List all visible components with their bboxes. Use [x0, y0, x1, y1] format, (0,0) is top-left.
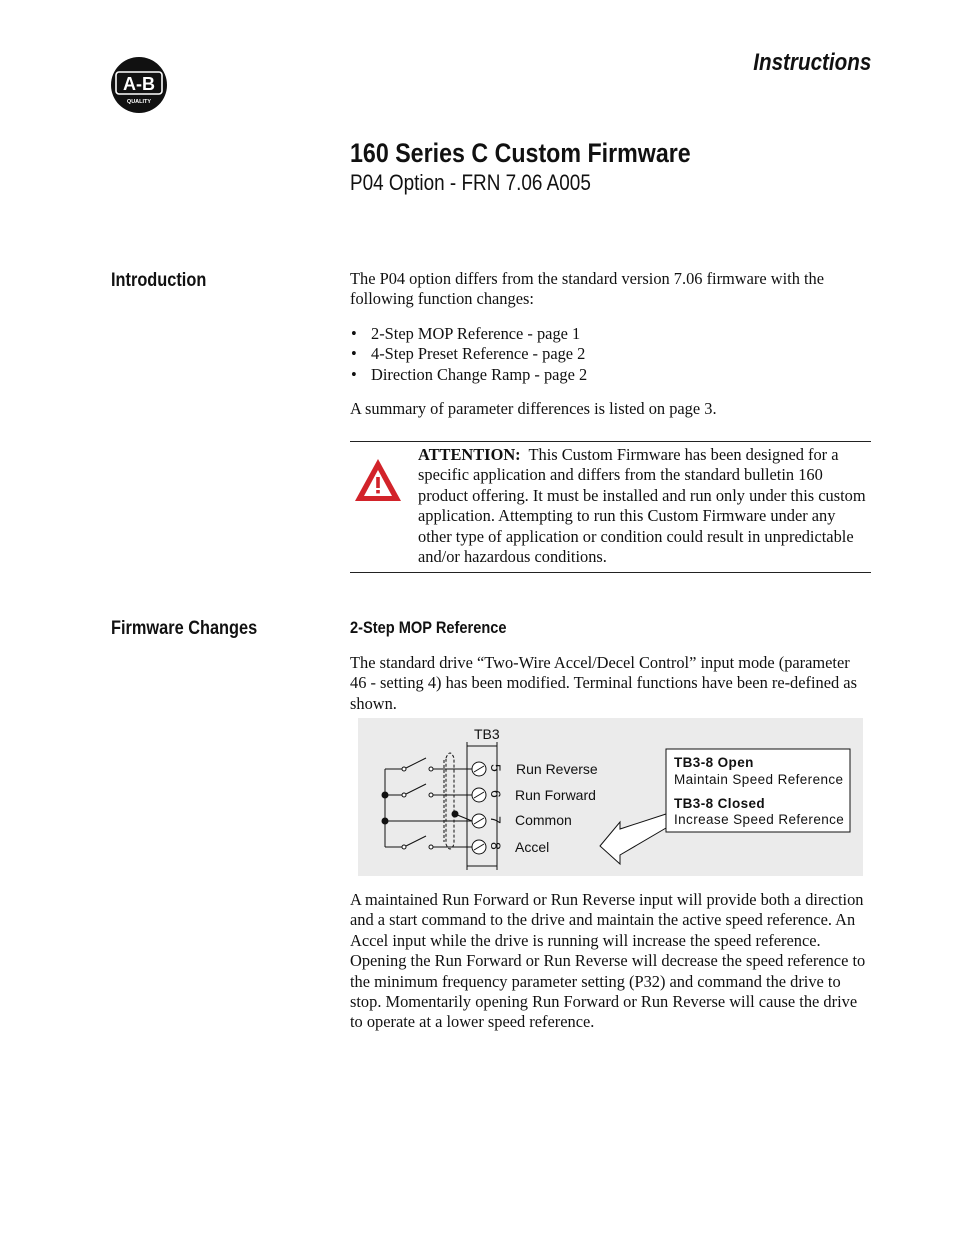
list-item: • Direction Change Ramp - page 2 [350, 365, 868, 385]
callout-open-text: Maintain Speed Reference [674, 772, 844, 787]
warning-triangle-icon [353, 457, 403, 503]
page-subtitle [350, 170, 630, 196]
list-item: • 4-Step Preset Reference - page 2 [350, 344, 868, 364]
callout-closed-title: TB3-8 Closed [674, 796, 766, 811]
wiring-diagram [358, 718, 863, 876]
subheading-mop-reference-text: 2-Step MOP Reference [350, 618, 507, 637]
allen-bradley-logo [110, 56, 168, 114]
logo-text: A-B [123, 74, 155, 94]
summary-paragraph: A summary of parameter differences is listed on page 3. [350, 399, 717, 418]
terminal-screw [472, 762, 486, 776]
section-heading-firmware-changes [111, 618, 281, 640]
section-heading-firmware-changes-text: Firmware Changes [111, 618, 258, 639]
attention-label: ATTENTION: [418, 445, 521, 464]
subheading-mop-reference [350, 618, 532, 638]
junction-dot [452, 811, 459, 818]
terminal-number: 8 [488, 842, 504, 850]
attention-box [350, 441, 871, 573]
terminal-block-label: TB3 [474, 726, 500, 742]
terminal-screw [472, 840, 486, 854]
junction-dot [382, 818, 389, 825]
page-title-text: 160 Series C Custom Firmware [350, 138, 691, 168]
attention-body: This Custom Firmware has been designed for a specific application and differs from the standard bulletin 160 product offering. It must be installed and run only under this custom application. Attempting to run this Custom Firmware under any other type of application or condition could result in unpredictable and/or hazardous conditions. [418, 445, 866, 567]
terminal-screw [472, 814, 486, 828]
junction-dot [382, 792, 389, 799]
terminal-screw [472, 788, 486, 802]
terminal-label-accel: Accel [515, 839, 550, 855]
callout-closed-text: Increase Speed Reference [674, 812, 845, 827]
function-change-list [350, 324, 868, 385]
terminal-number: 5 [488, 764, 504, 772]
terminal-label-run-forward: Run Forward [515, 787, 596, 803]
list-item: • 2-Step MOP Reference - page 1 [350, 324, 868, 344]
page-subtitle-text: P04 Option - FRN 7.06 A005 [350, 170, 591, 195]
terminal-number: 7 [488, 816, 504, 824]
attention-text [418, 445, 868, 567]
mop-paragraph: The standard drive “Two-Wire Accel/Decel Control” input mode (parameter 46 - setting 4) has been modified. Terminal functions have been re-defined as shown. [350, 653, 857, 713]
section-heading-introduction [111, 270, 222, 292]
mop-behavior-paragraph: A maintained Run Forward or Run Reverse input will provide both a direction and a start command to the drive and maintain the active speed reference. An Accel input while the drive is running will increase the speed reference. Opening the Run Forward or Run Reverse will decrease the speed reference to the minimum frequency parameter setting (P32) and command the drive to stop. Momentarily opening Run Forward or Run Reverse will cause the drive to operate at a lower speed reference. [350, 890, 866, 1032]
page-title [350, 138, 746, 169]
terminal-label-common: Common [515, 812, 572, 828]
terminal-label-run-reverse: Run Reverse [516, 761, 598, 777]
header-label: Instructions [752, 49, 871, 76]
introduction-paragraph: The P04 option differs from the standard version 7.06 firmware with the following function changes: [350, 269, 825, 309]
terminal-number: 6 [488, 790, 504, 798]
logo-subtext: QUALITY [126, 99, 152, 105]
section-heading-introduction-text: Introduction [111, 270, 207, 291]
callout-open-title: TB3-8 Open [674, 755, 754, 770]
